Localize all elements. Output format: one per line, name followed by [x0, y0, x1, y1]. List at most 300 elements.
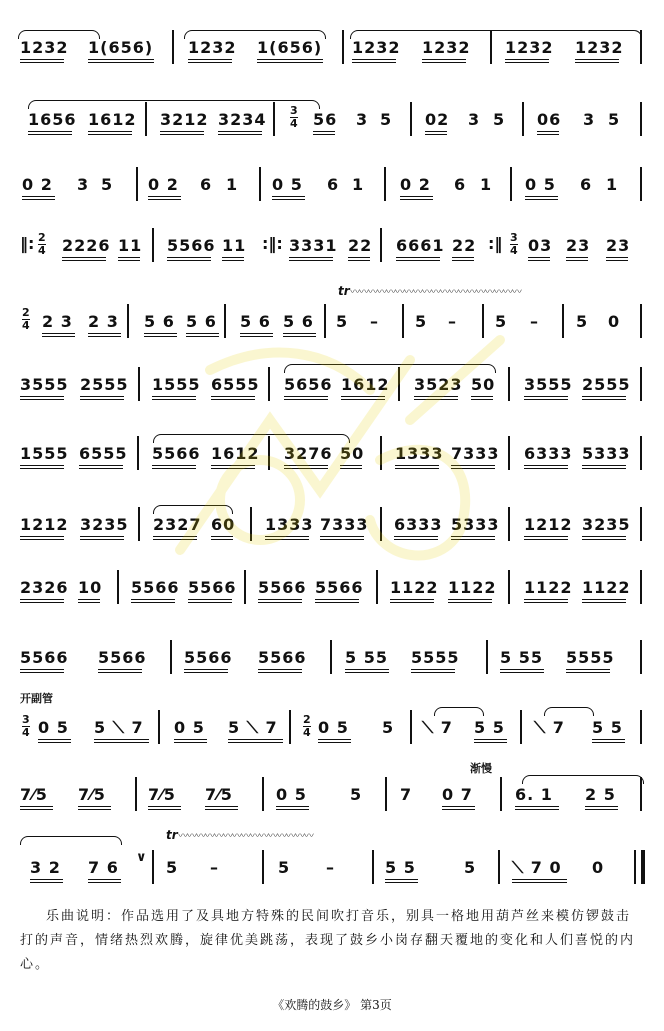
beam-line	[218, 134, 262, 135]
bar-line	[640, 367, 642, 401]
beam-line	[88, 336, 121, 337]
beam-line	[160, 134, 204, 135]
score-token: 5566	[258, 648, 307, 667]
beam-line	[524, 399, 568, 400]
beam-line	[512, 882, 567, 883]
score-token: 2 3	[42, 312, 73, 331]
score-token: ⟍ 7	[534, 718, 565, 737]
beam-line	[385, 879, 418, 880]
beam-line	[20, 809, 53, 810]
beam-line	[80, 536, 124, 537]
score-token: 0 2	[400, 175, 431, 194]
bar-line	[640, 304, 642, 338]
score-token: –	[210, 858, 219, 877]
beam-line	[289, 260, 333, 261]
bar-line	[562, 304, 564, 338]
beam-line	[20, 396, 64, 397]
score-token: 6	[580, 175, 593, 194]
score-token: 06	[537, 110, 562, 129]
repeat-sign: ‖:	[20, 234, 35, 253]
bar-line	[486, 640, 488, 674]
score-token: 1555	[20, 444, 69, 463]
score-token: 5	[382, 718, 395, 737]
beam-line	[348, 260, 370, 261]
score-token: 2 3	[88, 312, 119, 331]
time-sig-numerator: 3	[290, 104, 298, 117]
score-token: 0 5	[276, 785, 307, 804]
beam-line	[20, 539, 64, 540]
score-token: 2326	[20, 578, 69, 597]
beam-line	[313, 131, 335, 132]
beam-line	[345, 669, 389, 670]
beam-line	[474, 739, 507, 740]
beam-line	[442, 806, 475, 807]
time-sig-numerator: 3	[510, 231, 518, 244]
beam-line	[537, 134, 559, 135]
score-token: 6333	[394, 515, 443, 534]
time-sig-numerator: 2	[38, 231, 46, 244]
slur-arc	[18, 30, 100, 39]
beam-line	[222, 257, 244, 258]
score-token: 5 6	[186, 312, 217, 331]
trill-wave-2: 〰〰〰〰〰〰〰〰〰〰〰〰〰〰〰	[178, 831, 313, 842]
beam-line	[528, 257, 550, 258]
score-token: 5566	[258, 578, 307, 597]
score-token: 1122	[524, 578, 573, 597]
time-sig-denominator: 4	[510, 244, 518, 257]
beam-line	[606, 257, 628, 258]
beam-line	[352, 62, 396, 63]
beam-line	[448, 602, 492, 603]
beam-line	[400, 196, 433, 197]
beam-line	[20, 536, 64, 537]
score-token: 5566	[131, 578, 180, 597]
time-sig-numerator: 3	[22, 713, 30, 726]
beam-line	[222, 260, 244, 261]
beam-line	[411, 672, 455, 673]
score-token: 5	[350, 785, 363, 804]
beam-line	[442, 809, 475, 810]
bar-line	[520, 710, 522, 744]
score-token: 5656	[284, 375, 333, 394]
score-token: 5566	[167, 236, 216, 255]
beam-line	[582, 396, 626, 397]
score-token: 5566	[315, 578, 364, 597]
score-token: 1122	[582, 578, 631, 597]
score-token: 5	[278, 858, 291, 877]
beam-line	[78, 806, 111, 807]
score-token: 0 5	[38, 718, 69, 737]
beam-line	[396, 260, 440, 261]
score-token: 1333	[395, 444, 444, 463]
beam-line	[289, 257, 333, 258]
score-token: 6333	[524, 444, 573, 463]
beam-line	[505, 62, 549, 63]
beam-line	[524, 465, 568, 466]
trill-wave-1: 〰〰〰〰〰〰〰〰〰〰〰〰〰〰〰〰〰〰〰	[350, 287, 521, 298]
bar-line	[262, 777, 264, 811]
bar-line	[259, 167, 261, 201]
beam-line	[188, 62, 232, 63]
beam-line	[228, 742, 283, 743]
beam-line	[20, 59, 64, 60]
beam-line	[315, 602, 359, 603]
beam-line	[474, 742, 507, 743]
beam-line	[276, 809, 309, 810]
beam-line	[505, 59, 549, 60]
trill-mark-2: tr	[166, 828, 178, 842]
bar-line	[170, 640, 172, 674]
jianman-label: 渐慢	[470, 762, 492, 775]
score-token: 6555	[211, 375, 260, 394]
score-token: 23	[606, 236, 631, 255]
score-token: 5	[415, 312, 428, 331]
score-token: 56	[313, 110, 338, 129]
bar-line	[385, 777, 387, 811]
beam-line	[79, 465, 123, 466]
beam-line	[205, 806, 238, 807]
bar-line	[640, 436, 642, 470]
score-token: 1232	[352, 38, 401, 57]
bar-line	[172, 30, 174, 64]
beam-line	[20, 62, 64, 63]
beam-line	[20, 468, 64, 469]
beam-line	[425, 134, 447, 135]
score-token: 5	[608, 110, 621, 129]
beam-line	[582, 468, 626, 469]
score-token: 2 5	[585, 785, 616, 804]
repeat-sign: :‖	[488, 234, 503, 253]
beam-line	[167, 260, 211, 261]
beam-line	[257, 59, 323, 60]
score-token: 1555	[152, 375, 201, 394]
score-token: 1212	[20, 515, 69, 534]
score-token: 5 55	[345, 648, 388, 667]
beam-line	[148, 806, 181, 807]
score-token: –	[530, 312, 539, 331]
bar-line	[384, 167, 386, 201]
beam-line	[500, 672, 544, 673]
beam-line	[98, 669, 142, 670]
score-token: 2327	[153, 515, 202, 534]
beam-line	[78, 599, 100, 600]
beam-line	[88, 131, 132, 132]
score-token: 1	[480, 175, 493, 194]
time-sig-denominator: 4	[303, 726, 311, 739]
score-token: 0 5	[174, 718, 205, 737]
beam-line	[396, 257, 440, 258]
bar-line	[152, 850, 154, 884]
score-token: 1122	[390, 578, 439, 597]
score-token: 11	[118, 236, 143, 255]
beam-line	[606, 260, 628, 261]
bar-line	[500, 777, 502, 811]
score-token: 1333	[265, 515, 314, 534]
beam-line	[94, 742, 149, 743]
beam-line	[42, 336, 75, 337]
beam-line	[118, 260, 140, 261]
score-token: 3	[77, 175, 90, 194]
beam-line	[78, 809, 111, 810]
beam-line	[525, 196, 558, 197]
score-token: 5 55	[500, 648, 543, 667]
beam-line	[452, 260, 474, 261]
beam-line	[524, 396, 568, 397]
score-token: 5566	[98, 648, 147, 667]
beam-line	[512, 879, 567, 880]
beam-line	[30, 882, 63, 883]
bar-line	[498, 850, 500, 884]
score-token: 1	[226, 175, 239, 194]
time-signature	[22, 714, 30, 739]
slur-arc	[20, 836, 122, 845]
time-sig-denominator: 4	[22, 726, 30, 739]
beam-line	[422, 62, 466, 63]
score-token: 3331	[289, 236, 338, 255]
beam-line	[575, 62, 619, 63]
score-token: 6	[200, 175, 213, 194]
score-token: 3	[356, 110, 369, 129]
score-token: 1	[606, 175, 619, 194]
beam-line	[582, 602, 626, 603]
beam-line	[174, 742, 207, 743]
score-token: 3 2	[30, 858, 61, 877]
slur-arc	[522, 775, 644, 784]
bar-line	[138, 507, 140, 541]
beam-line	[188, 59, 232, 60]
bar-line	[127, 304, 129, 338]
beam-line	[20, 806, 53, 807]
score-token: 5566	[20, 648, 69, 667]
beam-line	[188, 602, 232, 603]
time-sig-numerator: 2	[303, 713, 311, 726]
bar-line	[640, 570, 642, 604]
beam-line	[524, 536, 568, 537]
beam-line	[88, 134, 132, 135]
score-token: 1232	[188, 38, 237, 57]
beam-line	[585, 809, 618, 810]
page-footer: 《欢腾的鼓乡》 第3页	[272, 998, 392, 1012]
score-token: 7333	[320, 515, 369, 534]
beam-line	[528, 260, 550, 261]
bar-line	[330, 640, 332, 674]
score-token: 0 2	[22, 175, 53, 194]
score-token: 50	[471, 375, 496, 394]
beam-line	[80, 396, 124, 397]
score-token: 7	[400, 785, 413, 804]
beam-line	[537, 131, 559, 132]
beam-line	[118, 257, 140, 258]
beam-line	[79, 468, 123, 469]
score-token: 0 7	[442, 785, 473, 804]
score-token: 6	[454, 175, 467, 194]
score-token: 2555	[582, 375, 631, 394]
beam-line	[184, 669, 228, 670]
score-token: ⟍ 7 0	[512, 858, 562, 877]
beam-line	[174, 739, 207, 740]
score-token: 6555	[79, 444, 128, 463]
beam-line	[80, 539, 124, 540]
beam-line	[318, 742, 351, 743]
beam-line	[20, 599, 64, 600]
beam-line	[582, 599, 626, 600]
beam-line	[524, 599, 568, 600]
score-token: 3555	[524, 375, 573, 394]
bar-line	[410, 710, 412, 744]
score-token: 3235	[582, 515, 631, 534]
bar-line	[158, 710, 160, 744]
score-token: 0 5	[272, 175, 303, 194]
bar-line	[152, 228, 154, 262]
beam-line	[582, 536, 626, 537]
score-token: 3555	[20, 375, 69, 394]
bar-line	[117, 570, 119, 604]
score-token: 02	[425, 110, 450, 129]
score-token: 5	[336, 312, 349, 331]
beam-line	[318, 739, 351, 740]
beam-line	[566, 257, 588, 258]
music-notes-paragraph: 乐曲说明：作品选用了及具地方特殊的民间吹打音乐，别具一格地用葫芦丝来模仿锣鼓击打的声音，情绪热烈欢腾，旋律优美跳荡，表现了鼓乡小岗存翻天覆地的变化和人们喜悦的内心。	[20, 909, 636, 972]
beam-line	[167, 257, 211, 258]
score-token: 5 6	[144, 312, 175, 331]
beam-line	[38, 739, 71, 740]
beam-line	[345, 672, 389, 673]
score-token: –	[326, 858, 335, 877]
bar-line	[135, 777, 137, 811]
score-token: 5566	[184, 648, 233, 667]
beam-line	[276, 806, 309, 807]
beam-line	[98, 672, 142, 673]
score-token: 7⁄5	[205, 785, 233, 804]
score-token: 1122	[448, 578, 497, 597]
score-token: 5	[493, 110, 506, 129]
score-token: 1612	[211, 444, 260, 463]
bar-line	[136, 167, 138, 201]
slur-arc	[434, 707, 484, 716]
bar-line	[640, 102, 642, 136]
score-token: 5	[576, 312, 589, 331]
beam-line	[272, 196, 305, 197]
beam-line	[500, 669, 544, 670]
beam-line	[20, 602, 64, 603]
score-token: 6. 1	[515, 785, 553, 804]
time-sig-denominator: 4	[38, 244, 46, 257]
score-token: –	[370, 312, 379, 331]
time-signature	[303, 714, 311, 739]
beam-line	[22, 199, 55, 200]
score-token: 3212	[160, 110, 209, 129]
score-token: 0	[592, 858, 605, 877]
beam-line	[592, 742, 625, 743]
beam-line	[525, 199, 558, 200]
beam-line	[160, 131, 204, 132]
beam-line	[20, 465, 64, 466]
score-token: 5 6	[240, 312, 271, 331]
score-token: 22	[452, 236, 477, 255]
beam-line	[524, 602, 568, 603]
score-token: 1232	[422, 38, 471, 57]
score-token: 10	[78, 578, 103, 597]
score-token: 5566	[152, 444, 201, 463]
beam-line	[184, 672, 228, 673]
bar-line	[410, 102, 412, 136]
bar-line	[640, 507, 642, 541]
score-token: 5	[101, 175, 114, 194]
bar-line	[640, 710, 642, 744]
beam-line	[131, 602, 175, 603]
bar-line	[342, 30, 344, 64]
bar-line	[380, 228, 382, 262]
bar-line	[289, 710, 291, 744]
bar-line	[510, 167, 512, 201]
beam-line	[80, 399, 124, 400]
time-signature	[510, 232, 518, 257]
beam-line	[88, 62, 154, 63]
beam-line	[38, 742, 71, 743]
bar-line	[138, 367, 140, 401]
score-token: 7⁄5	[20, 785, 48, 804]
score-token: 2555	[80, 375, 129, 394]
beam-line	[28, 134, 72, 135]
score-token: 6	[327, 175, 340, 194]
repeat-sign: :‖:	[262, 234, 283, 253]
score-token: –	[448, 312, 457, 331]
beam-line	[20, 672, 64, 673]
score-token: 3523	[414, 375, 463, 394]
score-token: 1212	[524, 515, 573, 534]
score-token: 5566	[188, 578, 237, 597]
score-token: 3235	[80, 515, 129, 534]
beam-line	[411, 669, 455, 670]
beam-line	[257, 62, 323, 63]
score-token: 11	[222, 236, 247, 255]
score-token: 5 5	[474, 718, 505, 737]
time-sig-numerator: 2	[22, 306, 30, 319]
beam-line	[228, 739, 283, 740]
score-token: 5333	[582, 444, 631, 463]
beam-line	[313, 134, 335, 135]
beam-line	[88, 333, 121, 334]
score-token: 0 2	[148, 175, 179, 194]
score-token: 5	[166, 858, 179, 877]
score-token: ⟍ 7	[422, 718, 453, 737]
beam-line	[422, 59, 466, 60]
beam-line	[20, 399, 64, 400]
beam-line	[94, 739, 149, 740]
beam-line	[592, 739, 625, 740]
beam-line	[62, 260, 106, 261]
bar-line	[640, 167, 642, 201]
score-token: 7⁄5	[78, 785, 106, 804]
score-token: 5333	[451, 515, 500, 534]
beam-line	[566, 672, 610, 673]
beam-line	[524, 468, 568, 469]
beam-line	[88, 879, 121, 880]
score-token: 3	[468, 110, 481, 129]
score-token: 7333	[451, 444, 500, 463]
beam-line	[515, 809, 559, 810]
score-token: 50	[340, 444, 365, 463]
score-token: 3234	[218, 110, 267, 129]
time-signature	[38, 232, 46, 257]
score-token: 1612	[341, 375, 390, 394]
beam-line	[566, 260, 588, 261]
beam-line	[582, 399, 626, 400]
slur-arc	[350, 30, 642, 39]
score-token: 5 ⟍ 7	[228, 718, 278, 737]
beam-line	[425, 131, 447, 132]
time-signature	[22, 307, 30, 332]
